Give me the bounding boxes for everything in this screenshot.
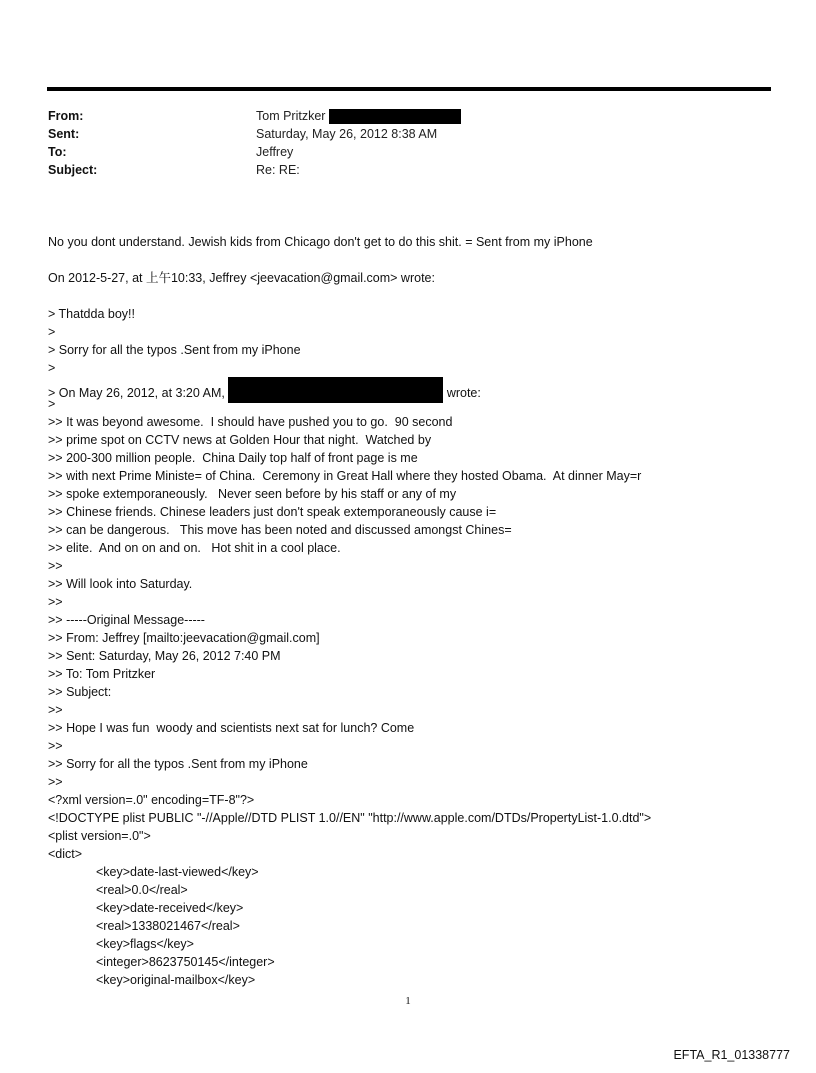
body-line: > bbox=[48, 325, 56, 339]
body-line: >> Sorry for all the typos .Sent from my iPhone bbox=[48, 757, 308, 771]
to-label: To: bbox=[48, 145, 67, 159]
email-header bbox=[48, 107, 461, 179]
redaction-box bbox=[329, 109, 461, 124]
body-line: <integer>8623750145</integer> bbox=[96, 955, 275, 969]
body-line: >> -----Original Message----- bbox=[48, 613, 205, 627]
body-line: <plist version=.0"> bbox=[48, 829, 151, 843]
from-value bbox=[256, 107, 461, 125]
body-line: >> Chinese friends. Chinese leaders just don't speak extemporaneously cause i= bbox=[48, 505, 497, 519]
body-line: >> bbox=[48, 739, 63, 753]
body-line: >> bbox=[48, 775, 63, 789]
subject-label: Subject: bbox=[48, 163, 98, 177]
body-line: >> with next Prime Ministe= of China. Ceremony in Great Hall where they hosted Obama. At dinner May=r bbox=[48, 469, 642, 483]
body-line: >> It was beyond awesome. I should have pushed you to go. 90 second bbox=[48, 415, 453, 429]
body-line: >> prime spot on CCTV news at Golden Hour that night. Watched by bbox=[48, 433, 432, 447]
from-label: From: bbox=[48, 109, 84, 123]
from-name: Tom Pritzker bbox=[256, 109, 326, 123]
subject-row bbox=[48, 161, 461, 179]
body-line: >> Subject: bbox=[48, 685, 112, 699]
body-line: >> Will look into Saturday. bbox=[48, 577, 193, 591]
redaction-box bbox=[228, 377, 443, 403]
sent-row bbox=[48, 125, 461, 143]
header-rule bbox=[47, 87, 771, 91]
body-line: >> Hope I was fun woody and scientists next sat for lunch? Come bbox=[48, 721, 415, 735]
wrote-text: wrote: bbox=[446, 386, 481, 400]
to-value: Jeffrey bbox=[256, 145, 294, 159]
body-line: <!DOCTYPE plist PUBLIC "-//Apple//DTD PLIST 1.0//EN" "http://www.apple.com/DTDs/PropertyList-1.0.dtd"> bbox=[48, 811, 652, 825]
body-line: >> can be dangerous. This move has been noted and discussed amongst Chines= bbox=[48, 523, 512, 537]
sent-label: Sent: bbox=[48, 127, 80, 141]
body-line: >> bbox=[48, 559, 63, 573]
body-line: On 2012-5-27, at 上午10:33, Jeffrey <jeevacation@gmail.com> wrote: bbox=[48, 271, 435, 285]
subject-value: Re: RE: bbox=[256, 163, 300, 177]
from-row bbox=[48, 107, 461, 125]
body-line: >> spoke extemporaneously. Never seen before by his staff or any of my bbox=[48, 487, 457, 501]
body-line: No you dont understand. Jewish kids from Chicago don't get to do this shit. = Sent from my iPhone bbox=[48, 235, 593, 249]
body-line: > bbox=[48, 397, 56, 411]
body-line: > Sorry for all the typos .Sent from my iPhone bbox=[48, 343, 301, 357]
body-line: >> From: Jeffrey [mailto:jeevacation@gmail.com] bbox=[48, 631, 320, 645]
body-line: >> elite. And on on and on. Hot shit in a cool place. bbox=[48, 541, 341, 555]
quoted-header-text: > On May 26, 2012, at 3:20 AM, bbox=[48, 386, 225, 400]
body-line: >> bbox=[48, 595, 63, 609]
body-line: <key>date-received</key> bbox=[96, 901, 244, 915]
sent-value: Saturday, May 26, 2012 8:38 AM bbox=[256, 127, 438, 141]
body-line bbox=[48, 377, 481, 400]
to-row bbox=[48, 143, 461, 161]
body-line: <key>original-mailbox</key> bbox=[96, 973, 256, 987]
body-line: >> 200-300 million people. China Daily top half of front page is me bbox=[48, 451, 418, 465]
body-line: <key>flags</key> bbox=[96, 937, 194, 951]
page-number: 1 bbox=[405, 995, 411, 1007]
body-line: > Thatdda boy!! bbox=[48, 307, 135, 321]
body-line: <?xml version=.0" encoding=TF-8"?> bbox=[48, 793, 255, 807]
document-id: EFTA_R1_01338777 bbox=[673, 1048, 790, 1062]
body-line: >> To: Tom Pritzker bbox=[48, 667, 156, 681]
body-line: <key>date-last-viewed</key> bbox=[96, 865, 259, 879]
body-line: <real>0.0</real> bbox=[96, 883, 188, 897]
body-line: >> Sent: Saturday, May 26, 2012 7:40 PM bbox=[48, 649, 281, 663]
body-line: <real>1338021467</real> bbox=[96, 919, 240, 933]
body-line: > bbox=[48, 361, 56, 375]
body-line: <dict> bbox=[48, 847, 83, 861]
body-line: >> bbox=[48, 703, 63, 717]
